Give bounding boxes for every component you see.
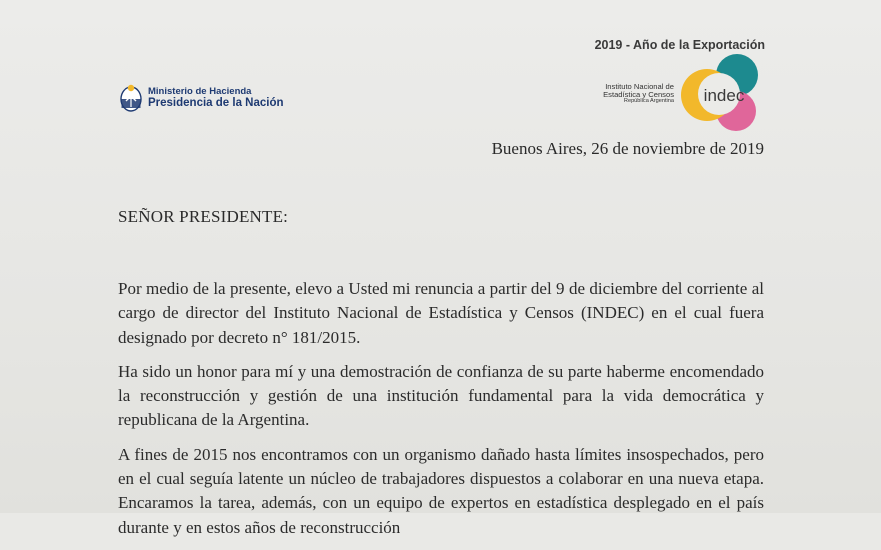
national-seal-icon	[120, 83, 142, 113]
salutation: SEÑOR PRESIDENTE:	[118, 207, 289, 226]
institute-line-2: Estadística y Censos	[603, 89, 674, 99]
presidency-name: Presidencia de la Nación	[148, 96, 284, 109]
ministry-header	[120, 82, 284, 114]
place-date: Buenos Aires, 26 de noviembre de 2019	[491, 139, 764, 158]
paragraph: Ha sido un honor para mí y una demostración de confianza de su parte haberme encomendado la reconstrucción y gestión de una institución fundamental para la vida democrática y republicana de la Argentina.	[118, 361, 764, 430]
ministry-name: Ministerio de Hacienda	[148, 85, 252, 97]
paragraph: Por medio de la presente, elevo a Usted mi renuncia a partir del 9 de diciembre del corriente al cargo de director del Instituto Nacional de Estadística y Censos (INDEC) en el cual fuera designado por decreto n° 181/2015.	[118, 279, 764, 347]
indec-logo-text: indec	[703, 86, 745, 105]
indec-logo	[679, 53, 765, 131]
institute-name	[578, 83, 674, 105]
year-motto: 2019 - Año de la Exportación	[594, 38, 765, 52]
institute-line-3: República Argentina	[623, 97, 674, 104]
institute-line-1: Instituto Nacional de	[605, 82, 674, 91]
paragraph: A fines de 2015 nos encontramos con un organismo dañado hasta límites insospechados, pero en el cual seguía latente un núcleo de trabajadores dispuestos a colaborar en una nueva etapa. Encaramos la tarea, además, con un equipo de expertos en estadística desplegado en el país durante y en estos años de reconstrucción	[118, 444, 764, 537]
letter-body	[118, 277, 764, 550]
